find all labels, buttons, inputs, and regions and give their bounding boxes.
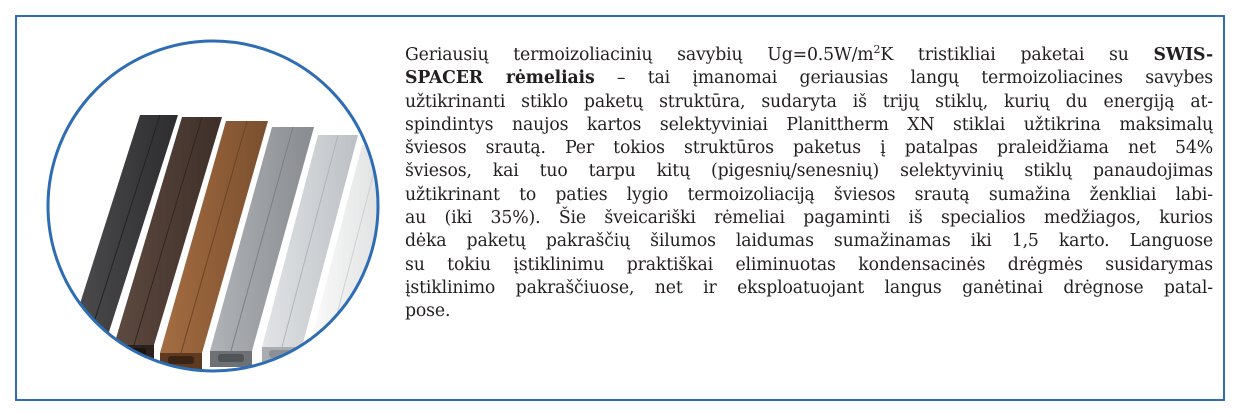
line-text: Geriausių termoizoliacinių savybių Ug=0.5W/m	[405, 45, 874, 65]
paragraph-line: užtikrinant to paties lygio termoizoliaciją šviesos srautą sumažina ženkliai labi-	[405, 184, 1213, 205]
paragraph-line: pose.	[405, 301, 451, 322]
paragraph-line: įstiklinimo pakraščiuose, net ir eksploatuojant langus ganėtinai drėgnose patal-	[405, 277, 1213, 298]
paragraph-line	[405, 44, 1213, 67]
paragraph-line: au (iki 35%). Šie šveicariški rėmeliai pagaminti iš specialios medžiagos, kurios	[405, 208, 1213, 229]
paragraph-line: šviesos srautą. Per tokios struktūros paketus į patalpas praleidžiama net 54%	[405, 138, 1213, 159]
spacer-profiles-illustration	[42, 35, 384, 377]
line-text: – tai įmanomai geriausias langų termoizoliacines savybes	[594, 68, 1214, 89]
line-text: K tristikliai paketai su	[880, 45, 1154, 65]
paragraph-line: šviesos, kai tuo tarpu kitų (pigesnių/senesnių) selektyvinių stiklų panaudojimas	[405, 161, 1213, 182]
info-box	[15, 15, 1225, 401]
brand-name: SPACER rėmeliais	[405, 68, 595, 89]
paragraph-line: su tokiu įstiklinimu praktiškai eliminuotas kondensacinės drėgmės susidarymas	[405, 254, 1213, 275]
superscript: 2	[873, 43, 881, 57]
paragraph-line: dėka paketų pakraščių šilumos laidumas sumažinamas iki 1,5 karto. Languose	[405, 231, 1213, 252]
paragraph-line: spindintys naujos kartos selektyviniai Planittherm XN stiklai užtikrina maksimalų	[405, 114, 1213, 135]
paragraph-line	[405, 67, 1213, 90]
description-paragraph	[405, 44, 1213, 324]
brand-name: SWIS-	[1153, 45, 1213, 65]
paragraph-line: užtikrinanti stiklo paketų struktūra, sudaryta iš trijų stiklų, kurių du energiją at-	[405, 91, 1213, 112]
spacer-profiles-image	[42, 35, 384, 377]
